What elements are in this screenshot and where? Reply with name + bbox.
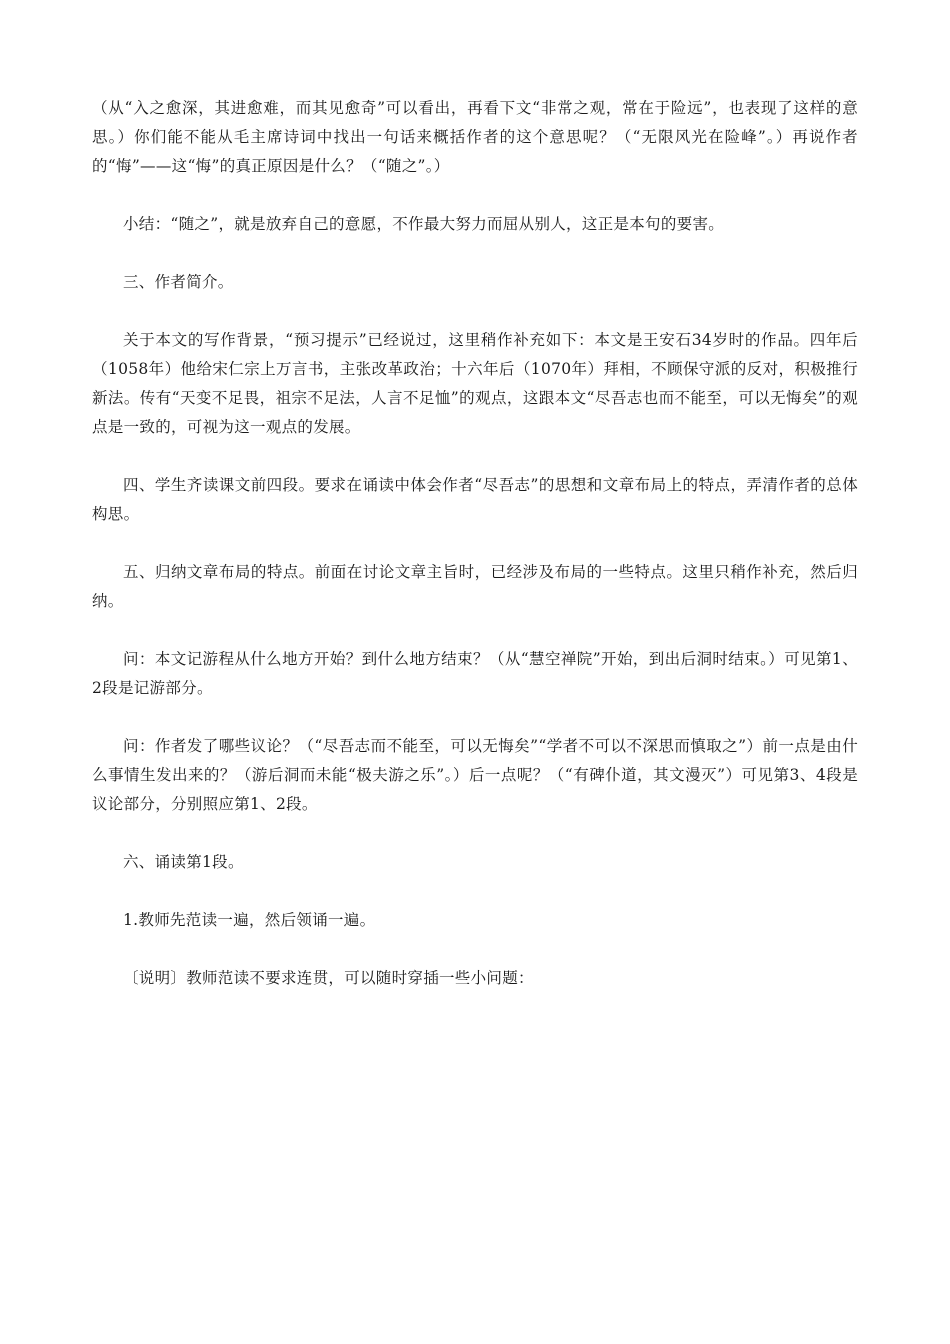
section-heading-layout: 五、归纳文章布局的特点。前面在讨论文章主旨时，已经涉及布局的一些特点。这里只稍作补充，然后归纳。 [92,563,858,610]
paragraph-note: 〔说明〕教师范读不要求连贯，可以随时穿插一些小问题： [123,969,534,987]
document-page [92,94,858,1022]
section-heading-author-intro: 三、作者简介。 [123,273,234,291]
paragraph-question-travel: 问：本文记游程从什么地方开始？到什么地方结束？（从“慧空禅院”开始，到出后洞时结束。）可见第1、2段是记游部分。 [92,650,858,697]
list-item-teacher-read: 1.教师先范读一遍，然后领诵一遍。 [123,911,376,929]
section-heading-recite: 六、诵读第1段。 [123,853,244,871]
paragraph-question-discussion: 问：作者发了哪些议论？（“尽吾志而不能至，可以无悔矣”“学者不可以不深思而慎取之”）前一点是由什么事情生发出来的？（游后洞而未能“极夫游之乐”。）后一点呢？（“有碑仆道，其文漫灭”）可见第3、4段是议论部分，分别照应第1、2段。 [92,737,858,813]
paragraph-summary: 小结：“随之”，就是放弃自己的意愿，不作最大努力而屈从别人，这正是本句的要害。 [123,215,725,233]
paragraph-background: 关于本文的写作背景，“预习提示”已经说过，这里稍作补充如下：本文是王安石34岁时的作品。四年后（1058年）他给宋仁宗上万言书，主张改革政治；十六年后（1070年）拜相，不顾保守派的反对，积极推行新法。传有“天变不足畏，祖宗不足法，人言不足恤”的观点，这跟本文“尽吾志也而不能至，可以无悔矣”的观点是一致的，可视为这一观点的发展。 [92,331,858,436]
section-heading-reading: 四、学生齐读课文前四段。要求在诵读中体会作者“尽吾志”的思想和文章布局上的特点，弄清作者的总体构思。 [92,476,858,523]
paragraph-continuation: （从“入之愈深，其进愈难，而其见愈奇”可以看出，再看下文“非常之观，常在于险远”，也表现了这样的意思。）你们能不能从毛主席诗词中找出一句话来概括作者的这个意思呢？（“无限风光在险峰”。）再说作者的“悔”——这“悔”的真正原因是什么？（“随之”。） [92,99,858,175]
